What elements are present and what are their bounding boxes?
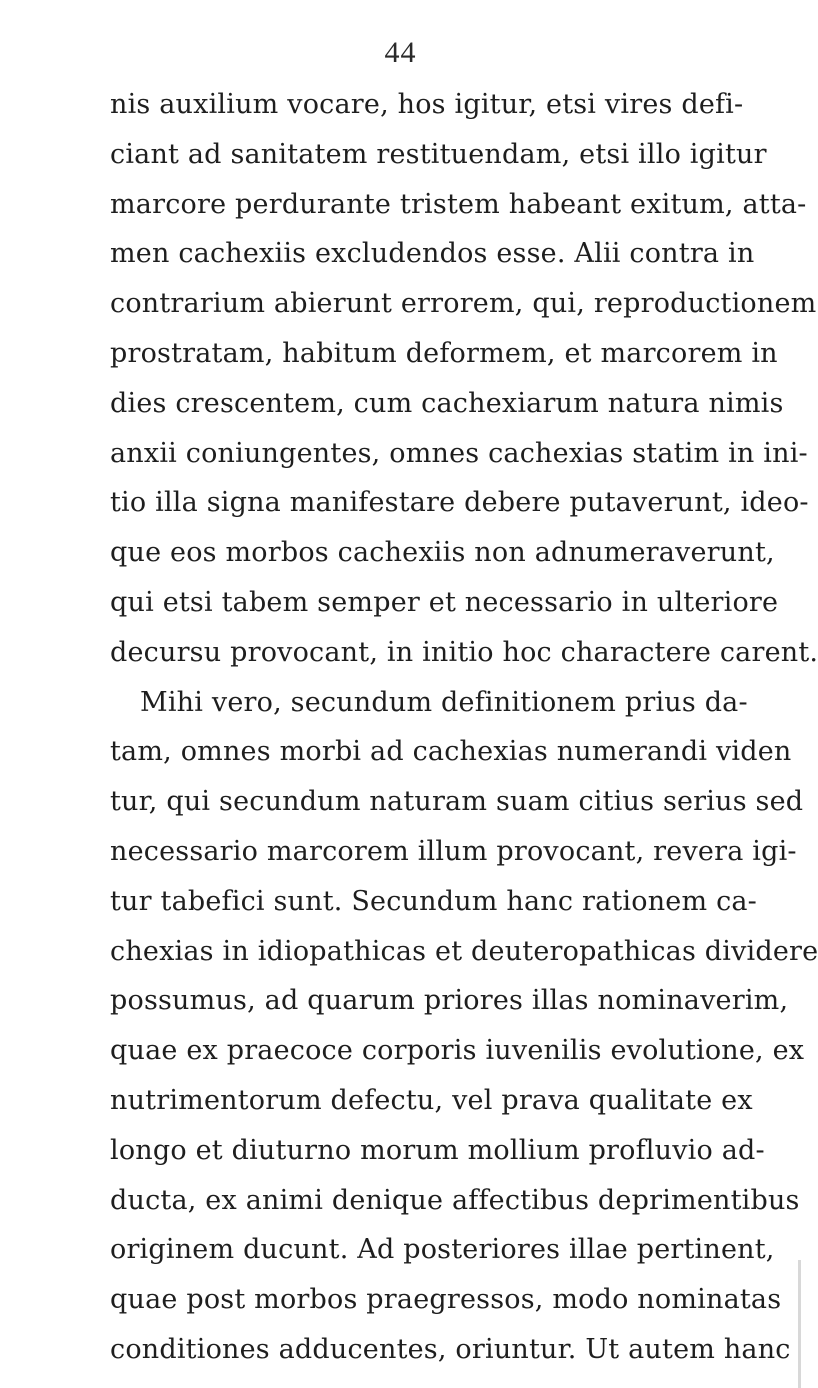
text-line: nutrimentorum defectu, vel prava qualitate ex: [110, 1084, 753, 1116]
text-line: necessario marcorem illum provocant, revera igi-: [110, 835, 797, 867]
text-line: decursu provocant, in initio hoc charactere carent.: [110, 636, 818, 668]
text-line: prostratam, habitum deformem, et marcorem in: [110, 337, 778, 369]
text-line: contrarium abierunt errorem, qui, reproductionem: [110, 288, 817, 320]
text-line: nis auxilium vocare, hos igitur, etsi vires defi-: [110, 89, 744, 120]
text-line: conditiones adducentes, oriuntur. Ut autem hanc: [110, 1333, 791, 1365]
body-text: [110, 80, 818, 1375]
text-line: que eos morbos cachexiis non adnumeraverunt,: [110, 537, 775, 569]
text-line: originem ducunt. Ad posteriores illae pertinent,: [110, 1234, 775, 1266]
text-line: ducta, ex animi denique affectibus deprimentibus: [110, 1184, 800, 1216]
text-line: tur, qui secundum naturam suam citius serius sed: [110, 786, 804, 818]
text-line: quae post morbos praegressos, modo nominatas: [110, 1284, 782, 1316]
text-line: marcore perdurante tristem habeant exitum, atta-: [110, 188, 807, 220]
text-line: Mihi vero, secundum definitionem prius da-: [140, 686, 748, 718]
text-line: possumus, ad quarum priores illas nominaverim,: [110, 985, 789, 1017]
text-line: tur tabefici sunt. Secundum hanc rationem ca-: [110, 885, 758, 917]
page-edge-shadow: [798, 1260, 801, 1388]
text-line: ciant ad sanitatem restituendam, etsi illo igitur: [110, 138, 767, 170]
text-line: chexias in idiopathicas et deuteropathicas dividere: [110, 935, 818, 967]
text-line: men cachexiis excludendos esse. Alii contra in: [110, 238, 755, 270]
text-line: anxii coniungentes, omnes cachexias statim in ini-: [110, 437, 808, 469]
text-line: longo et diuturno morum mollium profluvio ad-: [110, 1134, 765, 1166]
page-number: 44: [384, 36, 417, 69]
text-line: tam, omnes morbi ad cachexias numerandi viden: [110, 736, 792, 768]
text-line: qui etsi tabem semper et necessario in ulteriore: [110, 586, 779, 618]
text-line: dies crescentem, cum cachexiarum natura nimis: [110, 387, 784, 419]
text-line: tio illa signa manifestare debere putaverunt, ideo-: [110, 487, 809, 519]
text-line: quae ex praecoce corporis iuvenilis evolutione, ex: [110, 1035, 805, 1067]
